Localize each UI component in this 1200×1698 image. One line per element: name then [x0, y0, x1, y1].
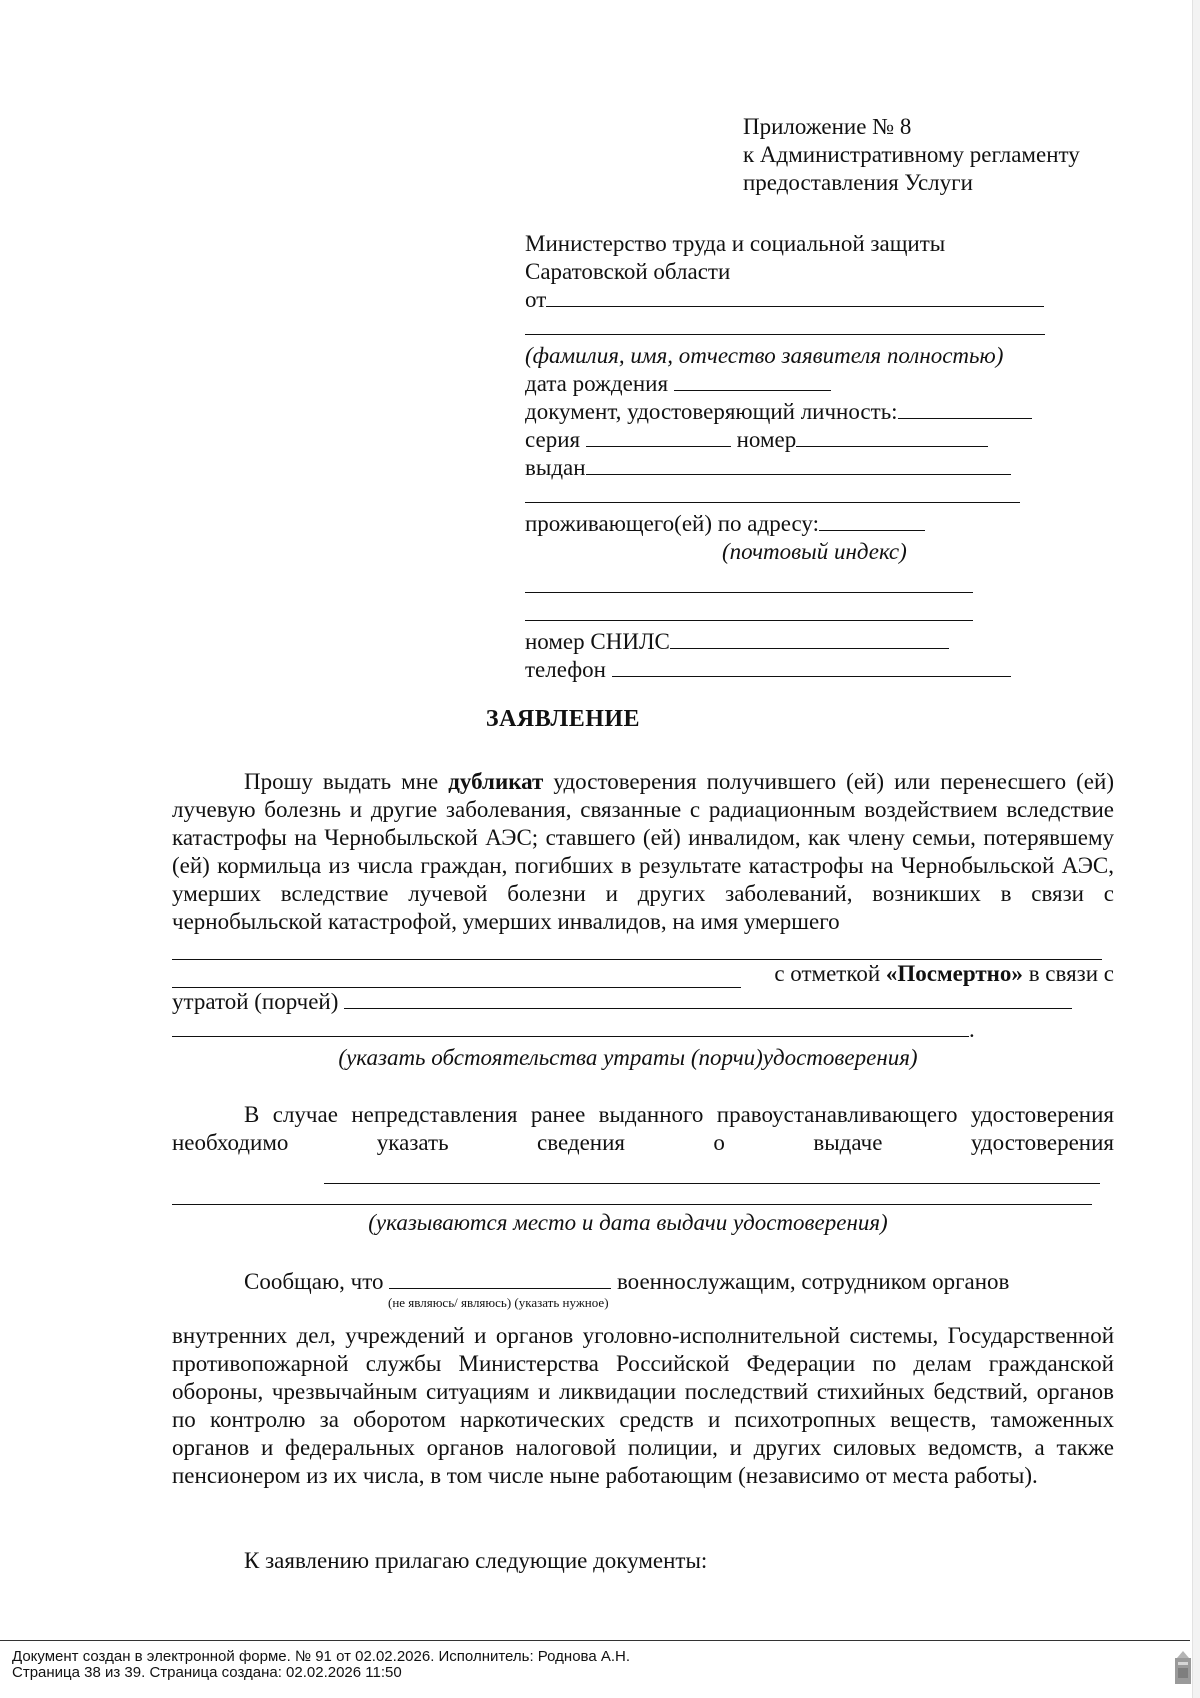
service-start: Сообщаю, что [244, 1269, 384, 1294]
loss-row [172, 988, 1114, 1016]
fio-hint: (фамилия, имя, отчество заявителя полностью) [525, 343, 1004, 368]
fio-field[interactable] [525, 314, 1045, 335]
service-paragraph: внутренних дел, учреждений и органов уголовно-исполнительной системы, Государственной противопожарной службы Министерства Российской Федерации по делам гражданской обороны, чрезвычайным ситуациям и ликвидации последствий стихийных бедствий, органов по контролю за оборотом наркотических средств и психотропных веществ, таможенных органов и федеральных органов налоговой полиции, и других силовых ведомств, а также пенсионером из их числа, в том числе ныне работающим (независимо от места работы). [172, 1323, 1114, 1488]
request-section [172, 768, 1114, 1072]
mark-row [172, 960, 1114, 988]
loss-label: утратой (порчей) [172, 989, 339, 1014]
footer-line-2: Страница 38 из 39. Страница создана: 02.02.2026 11:50 [12, 1664, 402, 1681]
loss-row-2 [172, 1016, 1114, 1044]
deceased-name-field-2[interactable] [172, 967, 741, 988]
id-doc-field[interactable] [898, 398, 1032, 419]
annex-number: Приложение № 8 [743, 114, 912, 139]
series-label: серия [525, 427, 581, 452]
issued-field-2[interactable] [525, 482, 1020, 503]
postcode-hint: (почтовый индекс) [722, 539, 907, 564]
request-start: Прошу выдать мне [244, 769, 449, 794]
request-bold: дубликат [448, 769, 544, 794]
annex-regulation: к Административному регламенту [743, 142, 1080, 167]
residence-label: проживающего(ей) по адресу: [525, 511, 819, 536]
address-line-1 [525, 572, 1085, 600]
request-paragraph [172, 768, 1114, 936]
service-rest: военнослужащим, сотрудником органов [616, 1269, 1010, 1294]
loss-field[interactable] [344, 988, 1072, 1009]
series-field[interactable] [586, 426, 731, 447]
issue-field[interactable] [324, 1163, 1100, 1184]
birth-label: дата рождения [525, 371, 669, 396]
snils-field[interactable] [670, 628, 949, 649]
from-row [525, 286, 1085, 314]
birth-date-field[interactable] [674, 370, 831, 391]
from-field[interactable] [546, 286, 1044, 307]
fio-line [525, 314, 1085, 342]
deceased-name-line[interactable] [172, 938, 1102, 960]
attach-text: К заявлению прилагаю следующие документы: [244, 1548, 708, 1573]
number-field[interactable] [796, 426, 988, 447]
address-field-1[interactable] [525, 572, 973, 593]
residence-row [525, 510, 1085, 538]
series-row [525, 426, 1085, 454]
page-title [0, 706, 1200, 733]
mark-post: в связи с [1022, 961, 1114, 986]
snils-label: номер СНИЛС [525, 629, 670, 654]
id-doc-row [525, 398, 1085, 426]
footer-line-1: Документ создан в электронной форме. № 91 от 02.02.2026. Исполнитель: Роднова А.Н. [12, 1648, 631, 1665]
birth-row [525, 370, 1085, 398]
phone-row [525, 656, 1085, 684]
loss-hint: (указать обстоятельства утраты (порчи)удостоверения) [338, 1045, 918, 1070]
footer-text [12, 1649, 630, 1681]
address-line-2 [525, 600, 1085, 628]
coat-of-arms-icon [1172, 1648, 1194, 1688]
id-doc-label: документ, удостоверяющий личность: [525, 399, 898, 424]
service-hint: (не являюсь/ являюсь) (указать нужное) [388, 1295, 609, 1310]
snils-row [525, 628, 1085, 656]
issued-field[interactable] [586, 454, 1011, 475]
footer [0, 1640, 1190, 1681]
phone-field[interactable] [612, 656, 1011, 677]
service-first-row [172, 1268, 1114, 1296]
nonsubmission-paragraph: В случае непредставления ранее выданного правоустанавливающего удостоверения необходимо указать сведения о выдаче удостоверения [172, 1102, 1114, 1155]
annex-header [743, 113, 1080, 197]
addressee-block [525, 230, 1085, 684]
address-field-2[interactable] [525, 600, 973, 621]
issue-line-2[interactable] [172, 1183, 1092, 1205]
service-section [172, 1268, 1114, 1490]
issued-row [525, 454, 1085, 482]
annex-service: предоставления Услуги [743, 170, 973, 195]
postcode-field[interactable] [819, 510, 925, 531]
nonsubmission-section [172, 1101, 1114, 1237]
loss-field-2[interactable] [172, 1016, 969, 1037]
mark-bold: «Посмертно» [885, 961, 1023, 986]
attach-section [172, 1547, 1114, 1575]
title-text: ЗАЯВЛЕНИЕ [485, 706, 641, 732]
number-label: номер [736, 427, 797, 452]
request-text: удостоверения получившего (ей) или перенесшего (ей) лучевую болезнь и другие заболевания, связанные с радиационным воздействием вследствие катастрофы на Чернобыльской АЭС; ставшего (ей) инвалидом, как члену семьи, потерявшему (ей) кормильца из числа граждан, погибших в результате катастрофы на Чернобыльской АЭС, умерших вследствие лучевой болезни и других заболеваний, возникших в связи с чернобыльской катастрофой, умерших инвалидов, на имя умершего [172, 769, 1114, 934]
region-line: Саратовской области [525, 259, 731, 284]
service-status-field[interactable] [389, 1268, 611, 1289]
issued-label: выдан [525, 455, 586, 480]
ministry-line: Министерство труда и социальной защиты [525, 231, 946, 256]
scrollbar[interactable] [1192, 0, 1200, 1698]
phone-label: телефон [525, 657, 606, 682]
from-label: от [525, 287, 547, 312]
issued-line-2 [525, 482, 1085, 510]
mark-pre: с отметкой [774, 961, 886, 986]
issue-hint: (указываются место и дата выдачи удостоверения) [368, 1210, 888, 1235]
loss-period: . [969, 1017, 975, 1042]
